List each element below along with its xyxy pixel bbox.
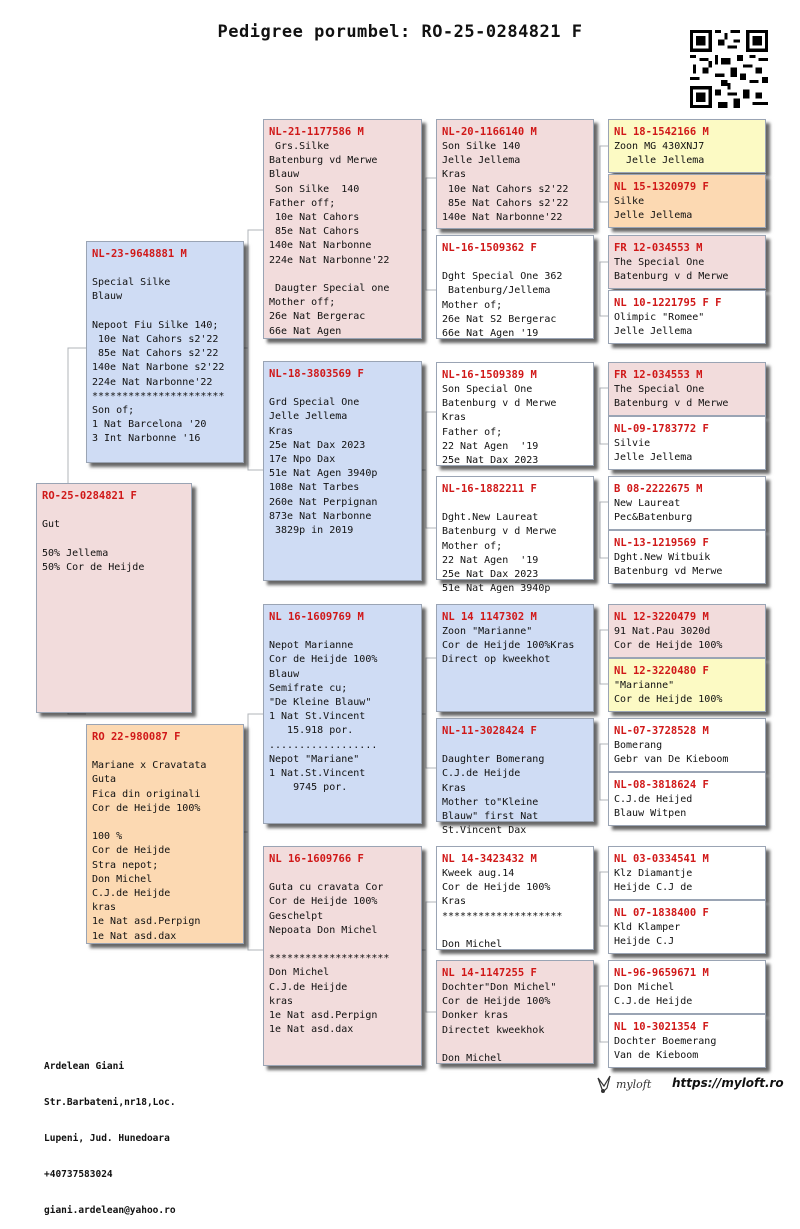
note-line: 1e Nat asd.Perpign — [269, 1010, 378, 1021]
note-line: Don Michel — [442, 1053, 503, 1064]
note-line: Directet kweekhok — [442, 1024, 545, 1036]
note-line: Blauw — [92, 291, 123, 303]
note-line: 3829p in 2019 — [269, 525, 354, 537]
pigeon-notes — [609, 677, 765, 707]
note-line: Jelle Jellema — [269, 411, 348, 423]
ring-number: NL 10-1221795 F F — [614, 297, 722, 309]
note-line: 25e Nat Dax 2023 — [442, 455, 539, 467]
ring-number: NL-21-1177586 M — [269, 126, 364, 138]
note-line: 26e Nat Bergerac — [269, 311, 366, 323]
note-line: Donker kras — [442, 1010, 509, 1022]
note-line: Kras — [442, 896, 467, 908]
note-line: Nepoata Don Michel — [269, 924, 378, 936]
note-line: Zoon MG 430XNJ7 — [614, 141, 705, 152]
note-line: Kras — [442, 169, 467, 181]
owner-name: Ardelean Giani — [44, 1061, 125, 1072]
pigeon-notes — [87, 260, 243, 447]
note-line: Son Special One — [442, 384, 533, 395]
ring-number: NL-08-3818624 F — [614, 779, 709, 791]
note-line: Gut — [42, 519, 61, 531]
note-line: C.J.de Heijed — [614, 794, 693, 805]
ring-number: NL 14-3423432 M — [442, 853, 537, 865]
note-line: 873e Nat Narbonne — [269, 510, 372, 522]
note-line: 100 % — [92, 831, 123, 843]
note-line: Son of; — [92, 405, 135, 416]
note-line: Cor de Heijde — [92, 845, 171, 857]
pigeon-notes — [609, 254, 765, 284]
ring-number: NL 14 1147302 M — [442, 611, 537, 623]
pigeon-card-dss — [436, 604, 594, 712]
pigeon-card-g7 — [608, 476, 766, 530]
note-line: 26e Nat S2 Bergerac — [442, 313, 557, 325]
ring-number: NL 16-1609769 M — [269, 611, 364, 623]
ring-number: NL-09-1783772 F — [614, 423, 709, 435]
note-line: ******************** — [269, 953, 390, 965]
pigeon-notes — [609, 549, 765, 579]
note-line — [269, 938, 421, 952]
note-line: Geschelpt — [269, 910, 324, 922]
pigeon-notes — [264, 138, 421, 339]
note-line: Dochter Boemerang — [614, 1036, 717, 1047]
note-line: Klz Diamantje — [614, 868, 693, 879]
pigeon-card-sd — [263, 361, 422, 581]
note-line: Cor de Heijde 100% — [92, 802, 201, 814]
note-line: Cor de Heijde 100% — [614, 694, 723, 706]
note-line — [442, 1038, 593, 1052]
note-line: 50% Cor de Heijde — [42, 561, 145, 573]
note-line: Cor de Heijde 100% — [269, 654, 378, 666]
note-line: Dght.New Witbuik — [614, 552, 711, 563]
pigeon-card-subject — [36, 483, 192, 713]
note-line: Don Michel — [92, 873, 153, 885]
note-line: Son Silke 140 — [269, 183, 360, 195]
note-line: Daughter Bomerang — [442, 754, 545, 766]
pigeon-notes — [437, 865, 593, 952]
pigeon-card-g4 — [608, 290, 766, 344]
note-line: 3 Int Narbonne '16 — [92, 433, 201, 445]
pigeon-card-ddd — [436, 960, 594, 1064]
note-line: Guta — [92, 774, 117, 786]
note-line: 51e Nat Agen 3940p — [442, 583, 551, 595]
pigeon-notes — [609, 737, 765, 767]
note-line: 22 Nat Agen '19 — [442, 554, 539, 566]
note-line: 1e Nat asd.dax — [269, 1024, 354, 1036]
note-line: C.J.de Heijde — [614, 996, 693, 1008]
pigeon-card-g16 — [608, 1014, 766, 1068]
note-line: Don Michel — [614, 982, 675, 993]
pigeon-card-dds — [436, 846, 594, 950]
pigeon-notes — [609, 193, 765, 223]
note-line: Mother off; — [269, 297, 336, 309]
note-line: Heijde C.J de — [614, 882, 693, 894]
note-line — [92, 305, 243, 319]
note-line: Guta cu cravata Cor — [269, 882, 384, 894]
pigeon-card-ds — [263, 604, 422, 824]
ring-number: FR 12-034553 M — [614, 369, 703, 381]
pigeon-card-sire — [86, 241, 244, 463]
pigeon-card-sss — [436, 119, 594, 229]
ring-number: NL-96-9659671 M — [614, 967, 709, 979]
pigeon-card-g3 — [608, 235, 766, 289]
note-line: ********************** — [92, 390, 225, 402]
ring-number: NL 15-1320979 F — [614, 181, 709, 193]
note-line: Grd Special One — [269, 397, 360, 409]
note-line: Blauw" first Nat — [442, 811, 539, 822]
pigeon-card-g13 — [608, 846, 766, 900]
pigeon-card-g10 — [608, 658, 766, 712]
note-line: Pec&Batenburg — [614, 512, 693, 524]
ring-number: NL-16-1509362 F — [442, 242, 537, 254]
logo-text: myloft — [616, 1078, 652, 1091]
ring-number: FR 12-034553 M — [614, 242, 703, 254]
note-line: 1 Nat Barcelona '20 — [92, 419, 207, 431]
note-line: Mother to"Kleine — [442, 796, 539, 808]
note-line: Son Silke 140 — [442, 141, 521, 152]
owner-phone: +40737583024 — [44, 1169, 113, 1180]
note-line: Batenburg v d Merwe — [614, 398, 729, 410]
note-line — [92, 745, 243, 759]
note-line: .................. — [269, 739, 378, 751]
note-line: 91 Nat.Pau 3020d — [614, 626, 711, 637]
note-line: 50% Jellema — [42, 547, 109, 559]
pigeon-card-g12 — [608, 772, 766, 826]
ring-number: B 08-2222675 M — [614, 483, 703, 495]
note-line: 10e Nat Cahors s2'22 — [92, 333, 219, 345]
note-line: "Marianne" — [614, 680, 675, 691]
note-line: New Laureat — [614, 498, 681, 509]
note-line: Kras — [442, 782, 467, 794]
pigeon-notes — [609, 138, 765, 168]
owner-email: giani.ardelean@yahoo.ro — [44, 1205, 176, 1216]
note-line: Nepoot Fiu Silke 140; — [92, 319, 219, 331]
pigeon-notes — [437, 979, 593, 1066]
note-line: Batenburg v d Merwe — [442, 398, 557, 410]
pigeon-notes — [437, 623, 593, 668]
ring-number: NL 12-3220479 M — [614, 611, 709, 623]
note-line: Mother of; — [442, 299, 503, 311]
note-line: Jelle Jellema — [442, 155, 521, 167]
page-title: Pedigree porumbel: RO-25-0284821 F — [217, 22, 583, 42]
note-line: Batenburg vd Merwe — [614, 566, 723, 578]
note-line: 66e Nat Agen '19 — [442, 328, 539, 339]
note-line: 140e Nat Narbonne — [269, 240, 372, 252]
note-line — [269, 268, 421, 282]
ring-number: NL 07-1838400 F — [614, 907, 709, 919]
note-line: Stra nepot; — [92, 859, 159, 871]
ring-number: NL-11-3028424 F — [442, 725, 537, 737]
note-line: 22 Nat Agen '19 — [442, 440, 539, 452]
owner-contact — [44, 1037, 176, 1229]
note-line: Batenburg v d Merwe — [614, 271, 729, 283]
note-line: Batenburg vd Merwe — [269, 155, 378, 167]
note-line: Nepot "Mariane" — [269, 753, 360, 765]
note-line: Father of; — [442, 426, 503, 438]
note-line: Special Silke — [92, 277, 171, 289]
note-line — [442, 256, 593, 270]
pigeon-notes — [264, 380, 421, 538]
note-line: Batenburg/Jellema — [442, 285, 551, 297]
note-line: Fica din originali — [92, 788, 201, 800]
ring-number: NL 10-3021354 F — [614, 1021, 709, 1033]
note-line: Direct op kweekhot — [442, 654, 551, 666]
pigeon-notes — [87, 743, 243, 944]
pigeon-card-sds — [436, 362, 594, 466]
note-line — [92, 816, 243, 830]
note-line: Heijde C.J — [614, 936, 675, 948]
pigeon-notes — [609, 979, 765, 1009]
note-line: Nepot Marianne — [269, 640, 354, 652]
note-line: Jelle Jellema — [614, 326, 693, 338]
pigeon-notes — [609, 623, 765, 653]
pigeon-notes — [609, 381, 765, 411]
note-line — [442, 497, 593, 511]
ring-number: NL-13-1219569 F — [614, 537, 709, 549]
pigeon-notes — [609, 309, 765, 339]
pigeon-card-ss — [263, 119, 422, 339]
owner-city: Lupeni, Jud. Hunedoara — [44, 1133, 170, 1144]
ring-number: RO-25-0284821 F — [42, 490, 137, 502]
note-line: Gebr van De Kieboom — [614, 754, 729, 766]
myloft-logo-icon — [594, 1072, 664, 1096]
note-line: Cor de Heijde 100% — [442, 996, 551, 1008]
note-line: Don Michel — [442, 939, 503, 950]
pigeon-card-g9 — [608, 604, 766, 658]
note-line: Jelle Jellema — [614, 452, 693, 464]
ring-number: NL-16-1509389 M — [442, 369, 537, 381]
note-line: 17e Npo Dax — [269, 454, 336, 465]
note-line: Grs.Silke — [269, 141, 330, 152]
note-line: Blauw Witpen — [614, 808, 687, 820]
note-line: Silvie — [614, 438, 651, 449]
note-line: Cor de Heijde 100% — [614, 640, 723, 652]
note-line: kras — [269, 995, 294, 1007]
note-line: 85e Nat Cahors — [269, 226, 360, 238]
note-line: Silke — [614, 196, 645, 207]
note-line: kras — [92, 902, 117, 914]
note-line: St.Vincent Dax — [442, 825, 527, 837]
pigeon-card-g1 — [608, 119, 766, 173]
note-line: 10e Nat Cahors — [269, 212, 360, 224]
note-line: 10e Nat Cahors s2'22 — [442, 183, 569, 195]
note-line: Father off; — [269, 197, 336, 209]
ring-number: NL 14-1147255 F — [442, 967, 537, 979]
note-line: 25e Nat Dax 2023 — [442, 569, 539, 580]
pigeon-notes — [609, 865, 765, 895]
note-line: 85e Nat Cahors s2'22 — [442, 197, 569, 209]
note-line — [269, 867, 421, 881]
pigeon-notes — [609, 791, 765, 821]
ring-number: NL 16-1609766 F — [269, 853, 364, 865]
pigeon-card-g5 — [608, 362, 766, 416]
note-line: Mother of; — [442, 540, 503, 552]
note-line: 224e Nat Narbonne'22 — [92, 376, 213, 388]
note-line: Kld Klamper — [614, 922, 681, 933]
note-line: C.J.de Heijde — [269, 981, 348, 993]
note-line — [42, 504, 191, 518]
ring-number: NL 03-0334541 M — [614, 853, 709, 865]
pigeon-card-g2 — [608, 174, 766, 228]
ring-number: NL 12-3220480 F — [614, 665, 709, 677]
note-line — [442, 924, 593, 938]
ring-number: NL 18-1542166 M — [614, 126, 709, 138]
note-line: ******************** — [442, 910, 563, 922]
note-line: 25e Nat Dax 2023 — [269, 439, 366, 451]
note-line: Kweek aug.14 — [442, 868, 515, 879]
note-line: Van de Kieboom — [614, 1050, 699, 1062]
note-line: Dght.New Laureat — [442, 512, 539, 524]
pigeon-card-dam — [86, 724, 244, 944]
note-line: 51e Nat Agen 3940p — [269, 468, 378, 480]
note-line: 85e Nat Cahors s2'22 — [92, 348, 219, 360]
note-line: Cor de Heijde 100%Kras — [442, 640, 575, 652]
note-line — [269, 625, 421, 639]
note-line — [92, 262, 243, 276]
note-line: Daugter Special one — [269, 283, 390, 295]
note-line: Kras — [442, 412, 467, 424]
note-line: 140e Nat Narbone s2'22 — [92, 362, 225, 374]
note-line: Kras — [269, 425, 294, 437]
note-line: Blauw — [269, 169, 300, 181]
pigeon-card-g8 — [608, 530, 766, 584]
pigeon-card-ssd — [436, 235, 594, 339]
pigeon-notes — [609, 495, 765, 525]
ring-number: NL-16-1882211 F — [442, 483, 537, 495]
pigeon-card-dsd — [436, 718, 594, 837]
note-line: Dght Special One 362 — [442, 271, 563, 283]
note-line: 1 Nat St.Vincent — [269, 711, 366, 723]
note-line: Blauw — [269, 668, 300, 680]
pigeon-card-g14 — [608, 900, 766, 954]
note-line: Semifrate cu; — [269, 682, 348, 694]
pigeon-notes — [437, 138, 593, 225]
note-line: 1e Nat asd.Perpign — [92, 916, 201, 928]
note-line: The Special One — [614, 384, 705, 395]
note-line: Olimpic "Romee" — [614, 312, 705, 323]
note-line: C.J.de Heijde — [442, 768, 521, 780]
note-line — [269, 382, 421, 396]
note-line: Bomerang — [614, 740, 663, 751]
note-line: Jelle Jellema — [614, 155, 705, 167]
pigeon-card-g11 — [608, 718, 766, 772]
note-line: C.J.de Heijde — [92, 888, 171, 899]
note-line: Cor de Heijde 100% — [442, 882, 551, 894]
pigeon-notes — [609, 435, 765, 465]
note-line: "De Kleine Blauw" — [269, 697, 372, 708]
note-line: 66e Nat Agen — [269, 325, 342, 337]
ring-number: NL-18-3803569 F — [269, 368, 364, 380]
pigeon-notes — [264, 865, 421, 1037]
note-line: 1 Nat.St.Vincent — [269, 768, 366, 780]
note-line: 108e Nat Tarbes — [269, 482, 360, 494]
ring-number: NL-07-3728528 M — [614, 725, 709, 737]
note-line: Batenburg v d Merwe — [442, 526, 557, 538]
note-line: 1e Nat asd.dax — [92, 930, 177, 942]
pigeon-notes — [264, 623, 421, 795]
pigeon-notes — [437, 737, 593, 838]
note-line: Jelle Jellema — [614, 210, 693, 222]
pigeon-card-g6 — [608, 416, 766, 470]
ring-number: NL-23-9648881 M — [92, 248, 187, 260]
ring-number: RO 22-980087 F — [92, 731, 181, 743]
note-line: The Special One — [614, 257, 705, 268]
pigeon-notes — [609, 919, 765, 949]
note-line: 140e Nat Narbonne'22 — [442, 212, 563, 224]
pigeon-notes — [437, 495, 593, 596]
ring-number: NL-20-1166140 M — [442, 126, 537, 138]
note-line: Don Michel — [269, 967, 330, 979]
note-line — [442, 739, 593, 753]
pigeon-notes — [437, 254, 593, 341]
note-line: 15.918 por. — [269, 725, 354, 737]
note-line: Dochter"Don Michel" — [442, 982, 557, 993]
pigeon-card-dd — [263, 846, 422, 1066]
note-line: Cor de Heijde 100% — [269, 896, 378, 908]
note-line: 9745 por. — [269, 782, 348, 794]
site-url[interactable]: https://myloft.ro — [672, 1076, 784, 1090]
pigeon-notes — [37, 502, 191, 575]
note-line: 260e Nat Perpignan — [269, 496, 378, 508]
pigeon-card-sdd — [436, 476, 594, 595]
pigeon-card-g15 — [608, 960, 766, 1014]
note-line — [42, 532, 191, 546]
note-line: Zoon "Marianne" — [442, 626, 533, 637]
note-line: Mariane x Cravatata — [92, 760, 207, 772]
pigeon-notes — [437, 381, 593, 468]
note-line: 224e Nat Narbonne'22 — [269, 254, 390, 266]
owner-street: Str.Barbateni,nr18,Loc. — [44, 1097, 176, 1108]
pigeon-notes — [609, 1033, 765, 1063]
